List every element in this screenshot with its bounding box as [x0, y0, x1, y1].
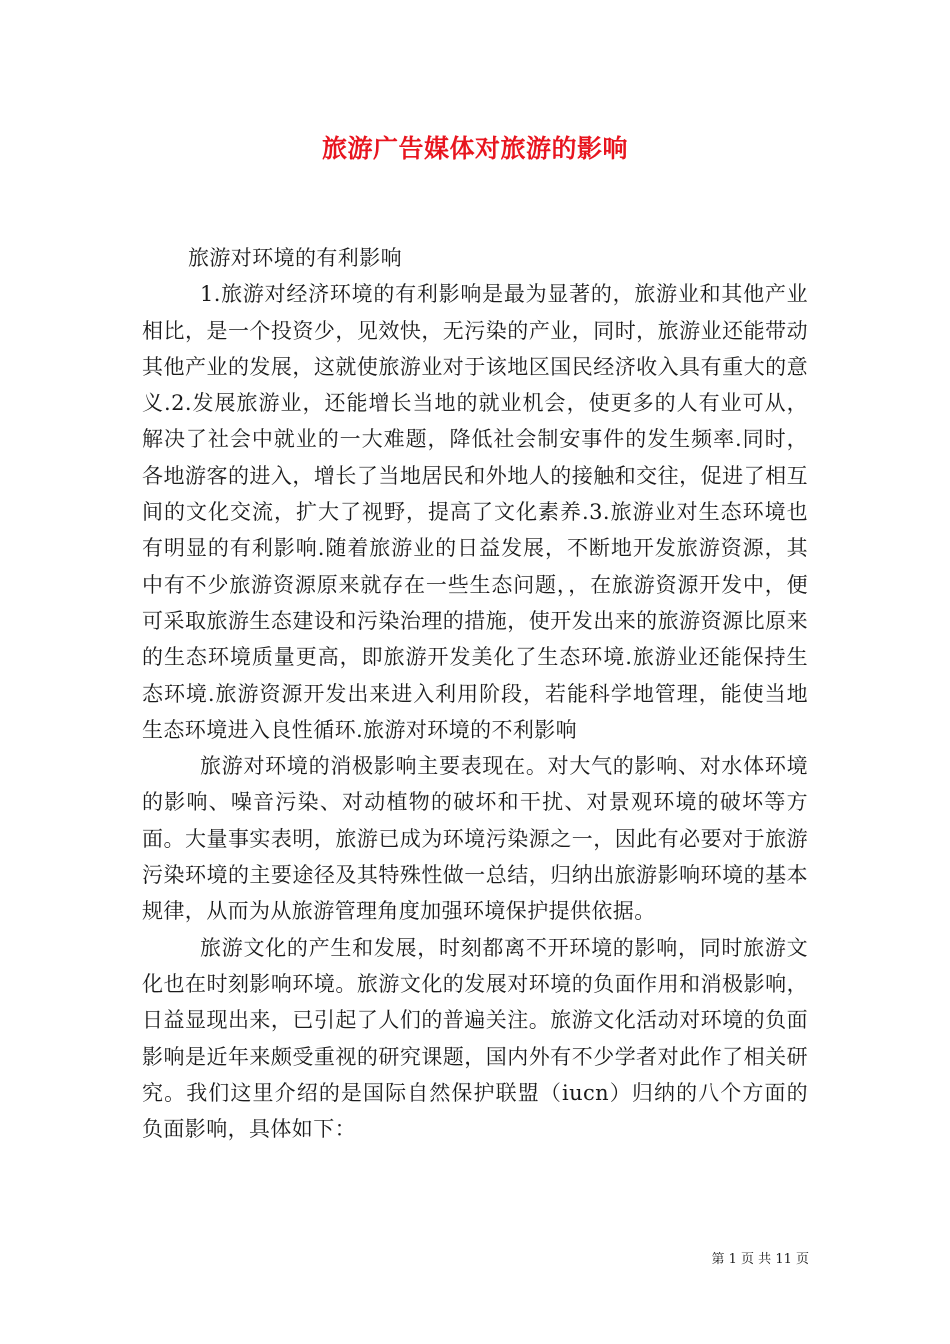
- page-number-footer: 第 1 页 共 11 页: [711, 1252, 809, 1267]
- page-title: 旅游广告媒体对旅游的影响: [321, 134, 628, 163]
- body-paragraph: 旅游对环境的消极影响主要表现在。对大气的影响、对水体环境的影响、噪音污染、对动植物的破坏和干扰、对景观环境的破坏等方面。大量事实表明，旅游已成为环境污染源之一，因此有必要对于旅游污染环境的主要途径及其特殊性做一总结，归纳出旅游影响环境的基本规律，从而为从旅游管理角度加强环境保护提供依据。: [142, 754, 808, 924]
- body-paragraph: 1.旅游对经济环境的有利影响是最为显著的，旅游业和其他产业相比，是一个投资少，见效快，无污染的产业，同时，旅游业还能带动其他产业的发展，这就使旅游业对于该地区国民经济收入具有重大的意义.2.发展旅游业，还能增长当地的就业机会，使更多的人有业可从，解决了社会中就业的一大难题，降低社会制安事件的发生频率.同时，各地游客的进入，增长了当地居民和外地人的接触和交往，促进了相互间的文化交流，扩大了视野，提高了文化素养.3.旅游业对生态环境也有明显的有利影响.随着旅游业的日益发展，不断地开发旅游资源，其中有不少旅游资源原来就存在一些生态问题，，在旅游资源开发中，便可采取旅游生态建设和污染治理的措施，使开发出来的旅游资源比原来的生态环境质量更高，即旅游开发美化了生态环境.旅游业还能保持生态环境.旅游资源开发出来进入利用阶段，若能科学地管理，能使当地生态环境进入良性循环.旅游对环境的不利影响: [142, 282, 808, 742]
- section-heading-paragraph: 旅游对环境的有利影响: [188, 246, 402, 270]
- document-body: [142, 240, 808, 1147]
- body-paragraph: 旅游文化的产生和发展，时刻都离不开环境的影响，同时旅游文化也在时刻影响环境。旅游文化的发展对环境的负面作用和消极影响，日益显现出来，已引起了人们的普遍关注。旅游文化活动对环境的负面影响是近年来颇受重视的研究课题，国内外有不少学者对此作了相关研究。我们这里介绍的是国际自然保护联盟（iucn）归纳的八个方面的负面影响，具体如下：: [142, 935, 808, 1142]
